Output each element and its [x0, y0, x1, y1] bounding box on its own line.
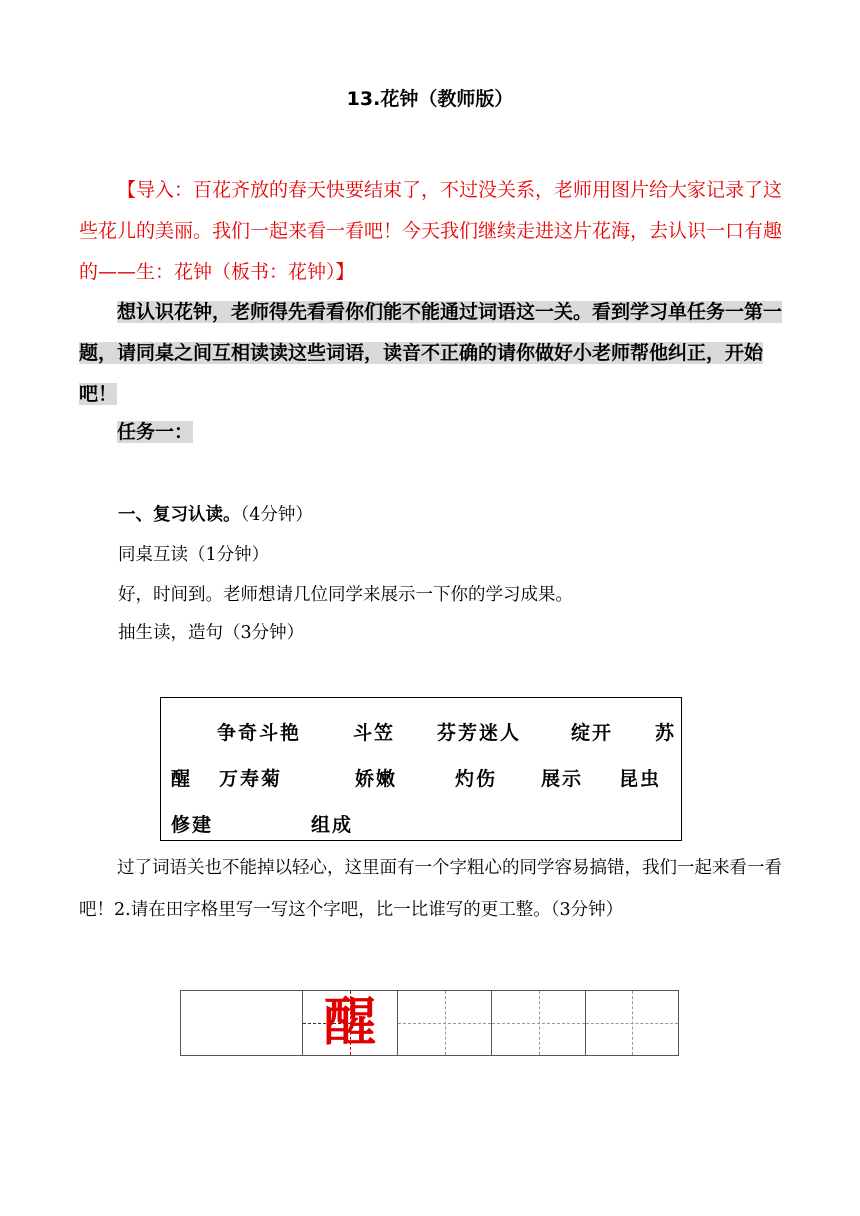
instruction-paragraph — [79, 292, 784, 415]
writing-instruction: 过了词语关也不能掉以轻心，这里面有一个字粗心的同学容易搞错，我们一起来看一看吧！2.请在田字格里写一写这个字吧，比一比谁写的更工整。（3分钟） — [79, 858, 782, 920]
word-list-box — [160, 697, 682, 841]
section-heading-text: 一、复习认读。 — [118, 505, 241, 525]
section-line-3: 抽生读，造句（3分钟） — [118, 623, 305, 643]
cell-guide-vertical — [445, 991, 446, 1055]
word-item: 灼伤 — [455, 768, 498, 790]
word-item: 芬芳迷人 — [437, 722, 522, 744]
word-item: 展示 — [541, 768, 584, 790]
section-heading-time: （4分钟） — [240, 505, 313, 525]
word-item: 醒 — [171, 768, 193, 790]
grid-cell[interactable] — [397, 991, 491, 1055]
grid-cell[interactable] — [491, 991, 585, 1055]
word-item: 争奇斗艳 — [217, 722, 302, 744]
task-label: 任务一： — [117, 421, 194, 443]
word-item: 斗笠 — [353, 722, 396, 744]
task-label-paragraph — [79, 412, 784, 453]
instruction-text: 想认识花钟，老师得先看看你们能不能通过词语这一关。看到学习单任务一第一题，请同桌之间互相读读这些词语，读音不正确的请你做好小老师帮他纠正，开始吧！ — [79, 301, 783, 405]
section-line-1: 同桌互读（1分钟） — [118, 545, 270, 565]
word-item: 组成 — [311, 814, 354, 836]
word-item: 娇嫩 — [355, 768, 398, 790]
grid-cell-model — [302, 991, 397, 1055]
section-heading — [118, 503, 313, 527]
word-item: 修建 — [171, 814, 214, 836]
tianzige-grid — [180, 990, 679, 1056]
grid-cell[interactable] — [585, 991, 678, 1055]
section-line-2: 好，时间到。老师想请几位同学来展示一下你的学习成果。 — [118, 585, 573, 605]
word-item: 昆虫 — [619, 768, 662, 790]
cell-guide-vertical — [632, 991, 633, 1055]
word-item: 万寿菊 — [219, 768, 283, 790]
model-character: 醒 — [323, 992, 376, 1053]
intro-paragraph: 【导入：百花齐放的春天快要结束了，不过没关系，老师用图片给大家记录了这些花儿的美丽。我们一起来看一看吧！今天我们继续走进这片花海，去认识一口有趣的——生：花钟（板书：花钟）】 — [79, 179, 783, 283]
word-item: 苏 — [655, 722, 677, 744]
word-item: 绽开 — [571, 722, 614, 744]
cell-guide-vertical — [539, 991, 540, 1055]
page-title: 13.花钟（教师版） — [346, 88, 514, 110]
